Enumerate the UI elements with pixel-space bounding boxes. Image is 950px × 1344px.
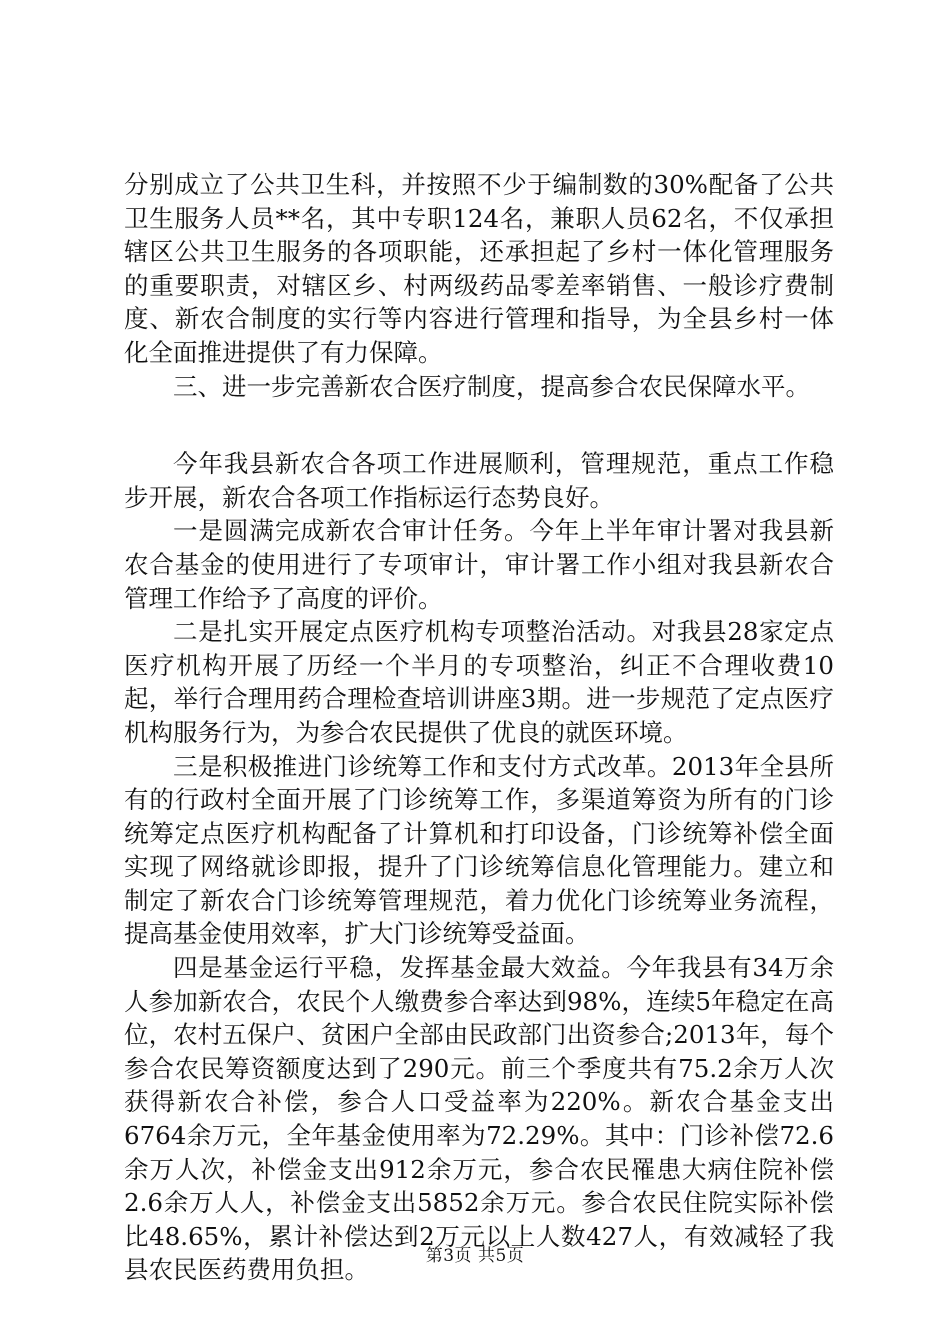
paragraph-item-2: 二是扎实开展定点医疗机构专项整治活动。对我县28家定点医疗机构开展了历经一个半月的专项整治，纠正不合理收费10起，举行合理用药合理检查培训讲座3期。进一步规范了定点医疗机构服务行为，为参合农民提供了优良的就医环境。 xyxy=(124,617,834,747)
document-body xyxy=(124,168,834,1287)
page-number-footer: 第3页 共5页 xyxy=(425,1246,525,1266)
paragraph-continuation: 分别成立了公共卫生科，并按照不少于编制数的30%配备了公共卫生服务人员**名，其中专职124名，兼职人员62名，不仅承担辖区公共卫生服务的各项职能，还承担起了乡村一体化管理服务的重要职责，对辖区乡、村两级药品零差率销售、一般诊疗费制度、新农合制度的实行等内容进行管理和指导，为全县乡村一体化全面推进提供了有力保障。 xyxy=(124,170,834,367)
paragraph-item-3: 三是积极推进门诊统筹工作和支付方式改革。2013年全县所有的行政村全面开展了门诊统筹工作，多渠道筹资为所有的门诊统筹定点医疗机构配备了计算机和打印设备，门诊统筹补偿全面实现了网络就诊即报，提升了门诊统筹信息化管理能力。建立和制定了新农合门诊统筹管理规范，着力优化门诊统筹业务流程，提高基金使用效率，扩大门诊统筹受益面。 xyxy=(124,751,834,949)
paragraph-item-1: 一是圆满完成新农合审计任务。今年上半年审计署对我县新农合基金的使用进行了专项审计，审计署工作小组对我县新农合管理工作给予了高度的评价。 xyxy=(124,516,834,613)
paragraph-intro: 今年我县新农合各项工作进展顺利，管理规范，重点工作稳步开展，新农合各项工作指标运行态势良好。 xyxy=(124,449,834,512)
paragraph-item-4: 四是基金运行平稳，发挥基金最大效益。今年我县有34万余人参加新农合，农民个人缴费参合率达到98%，连续5年稳定在高位，农村五保户、贫困户全部由民政部门出资参合;2013年，每个参合农民筹资额度达到了290元。前三个季度共有75.2余万人次获得新农合补偿，参合人口受益率为220%。新农合基金支出6764余万元，全年基金使用率为72.29%。其中：门诊补偿72.6余万人次，补偿金支出912余万元，参合农民罹患大病住院补偿2.6余万人人，补偿金支出5852余万元。参合农民住院实际补偿比48.65%，累计补偿达到2万元以上人数427人，有效减轻了我县农民医药费用负担。 xyxy=(124,953,834,1285)
section-heading: 三、进一步完善新农合医疗制度，提高参合农民保障水平。 xyxy=(173,371,810,401)
